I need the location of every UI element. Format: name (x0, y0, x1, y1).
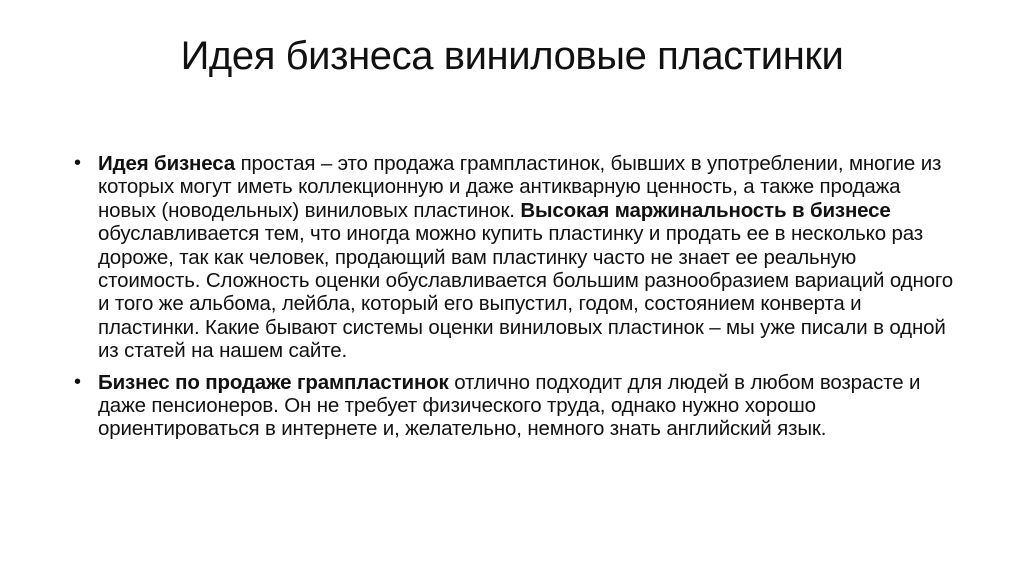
slide-title: Идея бизнеса виниловые пластинки (180, 34, 844, 78)
paragraph-text: простая – это продажа грампластинок, бывших в употреблении, многие из которых могут иметь коллекционную и даже антикварную ценность, а также продажа новых (новодельных) виниловых пластинок. (98, 152, 942, 222)
bullet-dot-icon: • (74, 370, 81, 393)
bold-phrase: Идея бизнеса (98, 152, 236, 175)
bullet-dot-icon: • (74, 152, 81, 174)
bold-phrase: Высокая маржинальность в бизнесе (520, 198, 891, 222)
bullet-item (74, 152, 954, 363)
bullet-list (74, 152, 954, 441)
paragraph-text: обуславливается тем, что иногда можно купить пластинку и продать ее в несколько раз дороже, так как человек, продающий вам пластинку часто не знает ее реальную стоимость. Сложность оценки обуславливается большим разнообразием вариаций одного и того же альбома, лейбла, который его выпустил, годом, состоянием конверта и пластинки. Какие бывают системы оценки виниловых пластинок – мы уже писали в одной из статей на нашем сайте. (98, 222, 954, 363)
bullet-item (74, 371, 954, 441)
bold-phrase: Бизнес по продаже грампластинок (98, 370, 449, 394)
paragraph-text: отлично подходит для людей в любом возрасте и даже пенсионеров. Он не требует физического труда, однако нужно хорошо ориентироваться в интернете и, желательно, немного знать английский язык. (98, 370, 921, 441)
